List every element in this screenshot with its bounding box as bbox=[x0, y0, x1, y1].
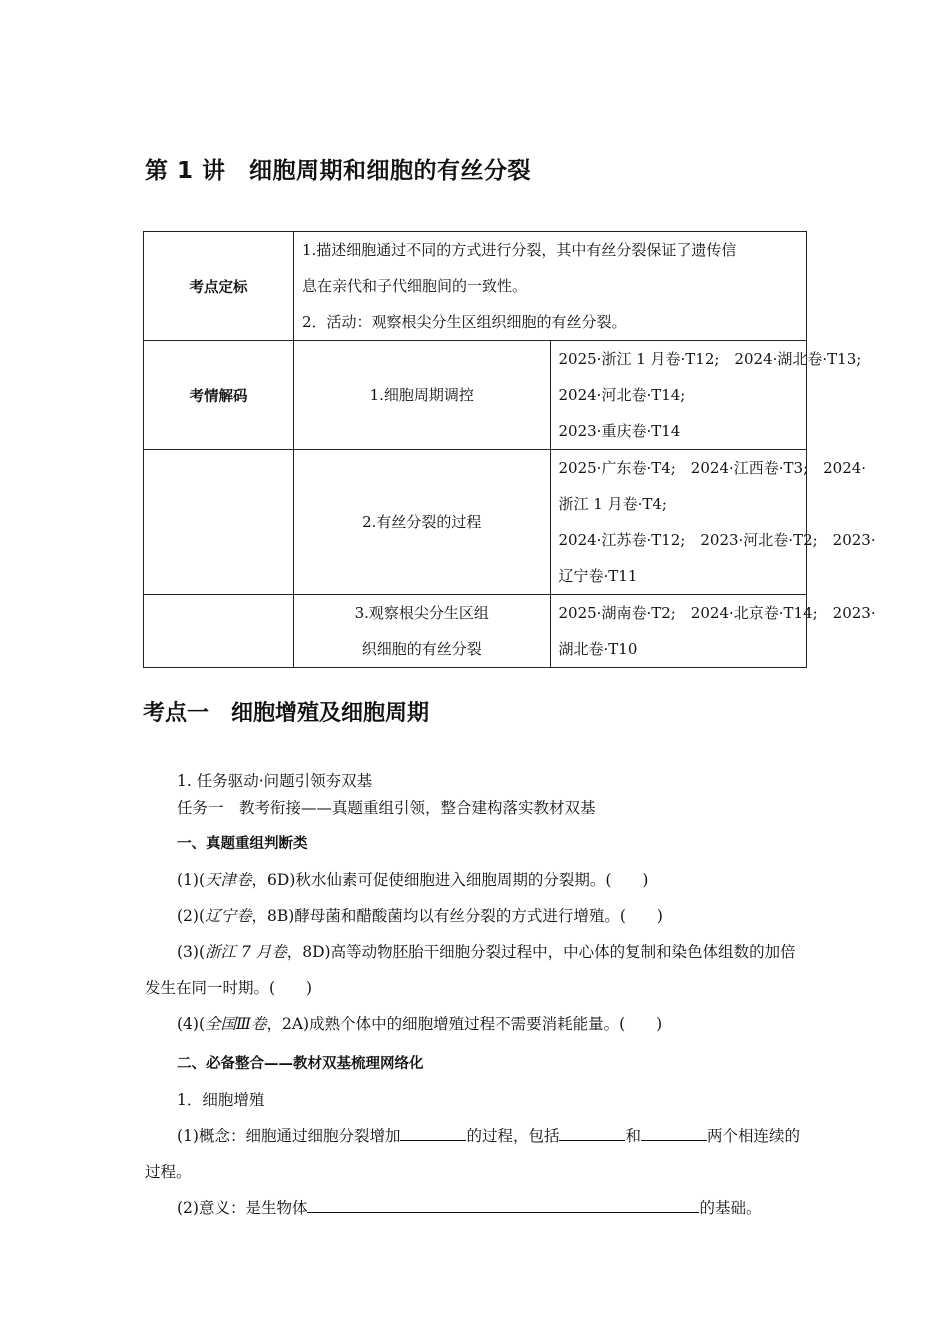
empty-label-cell bbox=[144, 450, 294, 595]
question-4: (4)(全国Ⅲ卷，2A)成熟个体中的细胞增殖过程不需要消耗能量。( ) bbox=[177, 1015, 663, 1033]
topic-cell bbox=[294, 595, 551, 668]
ref-line: 湖北卷·T10 bbox=[558, 640, 638, 658]
ref-line: 2025·广东卷·T4; 2024·江西卷·T3; 2024· bbox=[558, 459, 867, 477]
kaodian-line-1: 1.描述细胞通过不同的方式进行分裂，其中有丝分裂保证了遗传信 bbox=[302, 241, 737, 259]
topic-text-line-2: 织细胞的有丝分裂 bbox=[361, 640, 482, 658]
row-label-kaoqing: 考情解码 bbox=[144, 341, 294, 450]
ref-line: 2025·浙江 1 月卷·T12; 2024·湖北卷·T13; bbox=[558, 350, 862, 368]
table-row bbox=[144, 341, 807, 450]
section-title: 考点一 细胞增殖及细胞周期 bbox=[143, 701, 430, 726]
question-source: 浙江 7 月卷 bbox=[205, 943, 287, 961]
fill-blank[interactable] bbox=[400, 1125, 466, 1141]
lecture-title: 第 1 讲 细胞周期和细胞的有丝分裂 bbox=[145, 158, 532, 184]
section-body bbox=[145, 768, 807, 1226]
topic-text: 2.有丝分裂的过程 bbox=[362, 513, 482, 531]
refs-cell bbox=[550, 595, 876, 668]
subheading-integration: 二、必备整合——教材双基梳理网络化 bbox=[177, 1056, 424, 1072]
table-row bbox=[144, 450, 807, 595]
item-cell-proliferation: 1．细胞增殖 bbox=[177, 1091, 265, 1109]
fill-blank[interactable] bbox=[559, 1125, 625, 1141]
table-row bbox=[144, 232, 807, 341]
fill-blank[interactable] bbox=[641, 1125, 707, 1141]
topic-cell bbox=[294, 450, 551, 595]
question-source: 全国Ⅲ卷 bbox=[205, 1015, 267, 1033]
topic-cell bbox=[294, 341, 551, 450]
table-row bbox=[144, 595, 807, 668]
question-2: (2)(辽宁卷，8B)酵母菌和醋酸菌均以有丝分裂的方式进行增殖。( ) bbox=[177, 907, 663, 925]
meaning-line: (2)意义：是生物体 的基础。 bbox=[177, 1199, 762, 1217]
empty-label-cell bbox=[144, 595, 294, 668]
ref-line: 浙江 1 月卷·T4; bbox=[558, 495, 667, 513]
row-label-kaodian: 考点定标 bbox=[144, 232, 294, 341]
topic-text-line-1: 3.观察根尖分生区组 bbox=[354, 604, 489, 622]
kaodian-line-2: 息在亲代和子代细胞间的一致性。 bbox=[302, 277, 528, 295]
question-3: (3)(浙江 7 月卷，8D)高等动物胚胎干细胞分裂过程中，中心体的复制和染色体组数的加倍发生在同一时期。( ) bbox=[145, 943, 796, 997]
question-source: 天津卷 bbox=[205, 871, 252, 889]
question-source: 辽宁卷 bbox=[205, 907, 252, 925]
question-1: (1)(天津卷，6D)秋水仙素可促使细胞进入细胞周期的分裂期。( ) bbox=[177, 871, 649, 889]
refs-cell bbox=[550, 341, 862, 450]
fill-blank[interactable] bbox=[307, 1197, 699, 1213]
concept-paragraph: (1)概念：细胞通过细胞分裂增加 的过程，包括 和 两个相连续的过程。 bbox=[145, 1127, 801, 1181]
subheading-judgement: 一、真题重组判断类 bbox=[177, 836, 308, 852]
ref-line: 2023·重庆卷·T14 bbox=[558, 422, 681, 440]
task-subheading: 任务一 教考衔接——真题重组引领，整合建构落实教材双基 bbox=[177, 799, 596, 817]
ref-line: 2024·河北卷·T14; bbox=[558, 386, 686, 404]
ref-line: 辽宁卷·T11 bbox=[558, 567, 638, 585]
ref-line: 2024·江苏卷·T12; 2023·河北卷·T2; 2023· bbox=[558, 531, 876, 549]
overview-table bbox=[143, 231, 876, 668]
row-kaodian-content bbox=[294, 232, 807, 341]
task-heading: 1. 任务驱动·问题引领夯双基 bbox=[177, 772, 373, 790]
kaodian-line-3: 2．活动：观察根尖分生区组织细胞的有丝分裂。 bbox=[302, 313, 627, 331]
topic-text: 1.细胞周期调控 bbox=[369, 386, 474, 404]
ref-line: 2025·湖南卷·T2; 2024·北京卷·T14; 2023· bbox=[558, 604, 876, 622]
refs-cell bbox=[550, 450, 876, 595]
